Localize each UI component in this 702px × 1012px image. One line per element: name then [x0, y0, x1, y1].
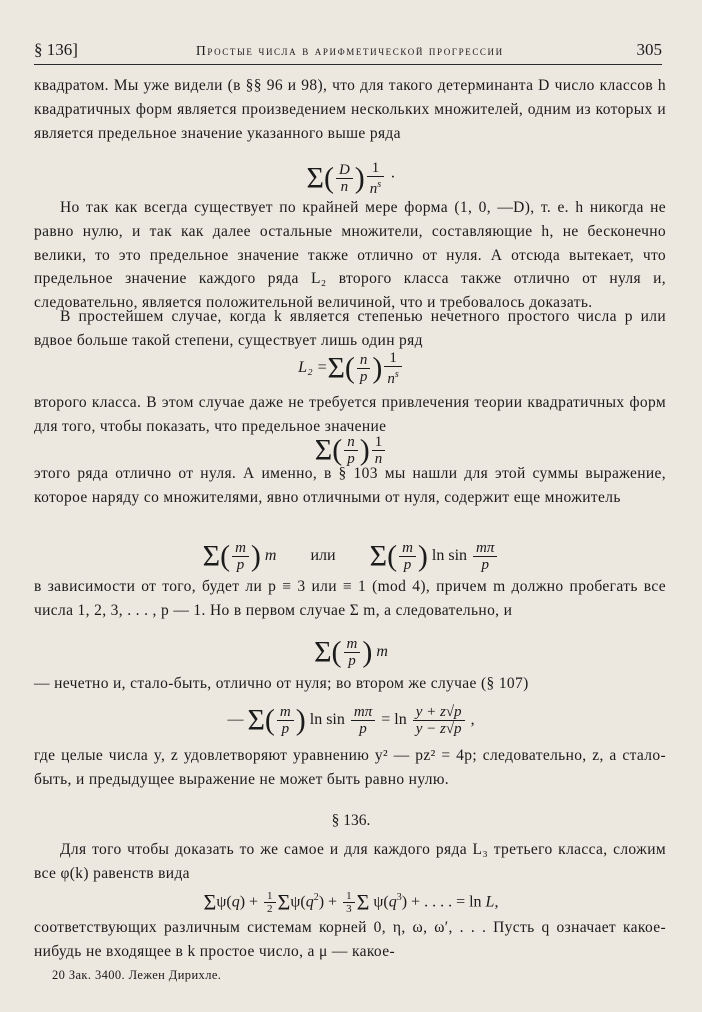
section-heading: § 136.: [331, 812, 371, 829]
paragraph-6b: p ≡ 3 или ≡ 1 (mod 4), причем m должно пробегать все числа 1, 2, 3, . . . , p — 1. Но в первом случае: [34, 578, 666, 619]
header-title: Простые числа в арифметической прогрессии: [196, 43, 504, 58]
paragraph-4: второго класса. В этом случае даже не требуется привлечения теории квадратичных форм для того, чтобы показать, что предельное значение: [34, 394, 666, 435]
paragraph-6a: в зависимости от того, будет ли: [34, 578, 263, 595]
formula-sum-m: Σ( $\frac{m}{p}$ ) m: [314, 635, 388, 669]
formula-L2: L₂ =Σ( $\frac{n}{p}$ ) $\frac{1}{n^s}$: [0, 350, 702, 387]
paragraph-8: где целые числа y, z удовлетворяют уравнению y² — pz² = 4p; следовательно, z, а стало-быть, и предыдущее выражение не может быть равно нулю.: [34, 747, 666, 788]
formula-sin: sin: [448, 547, 468, 565]
paragraph-3: В простейшем случае, когда k является степенью нечетного простого числа p или вдвое больше такой степени, существует лишь один ряд: [34, 308, 666, 349]
paragraph-7: — нечетно и, стало-быть, отлично от нуля; во втором же случае (§ 107): [34, 675, 529, 692]
paragraph-1: квадратом. Мы уже видели (в §§ 96 и 98), что для такого детерминанта D число классов h квадратичных форм является произведением нескольких множителей, одним из которых и является предельное значение указанного выше ряда: [34, 77, 666, 142]
paragraph-6c: Σ m, а следовательно, и: [349, 601, 513, 619]
formula-sum-d-n: Σ( $\frac{D}{n}$ ) $\frac{1}{n^s}$ ·: [306, 160, 396, 197]
formula-ln: ln: [431, 547, 445, 565]
formula-factor: Σ( $\frac{m}{p}$ ) m или Σ( $\frac{m}{p}$ ) ln sin $\frac{m\pi}{p}$: [0, 540, 702, 573]
formula-psi-series: Σψ(q) + $\frac{1}{2}$ $\Sigma\psi(q^2)$ + $\frac{1}{3}$ Σ $\psi(q^3)$ + . . . . = ln L,: [203, 889, 499, 916]
paragraph-6: [34, 575, 666, 623]
formula-sum-n-p: Σ( $\frac{n}{p}$ ) $\frac{1}{n}$: [0, 434, 702, 467]
formula-or: или: [310, 547, 336, 565]
formula-ln-sin: — Σ( $\frac{m}{p}$ ) ln sin $\frac{m\pi}{p}$ = ln $\frac{y + z√p}{y - z√p}$ ,: [227, 703, 475, 737]
paragraph-5: этого ряда отлично от нуля. А именно, в § 103 мы нашли для этой суммы выражение, которое наряду со множителями, явно отличными от нуля, содержит еще множитель: [34, 465, 666, 506]
footer-note: 20 Зак. 3400. Лежен Дирихле.: [52, 968, 222, 982]
page-number: 305: [636, 40, 662, 59]
paragraph-9: Для того чтобы доказать то же самое и для каждого ряда L₃ третьего класса, сложим все φ(k) равенств вида: [34, 841, 666, 882]
header-section: § 136]: [34, 40, 78, 59]
running-header: [34, 36, 662, 65]
formula-L2-label: L₂ =: [298, 359, 328, 377]
paragraph-2: Но так как всегда существует по крайней мере форма (1, 0, —D), т. е. h никогда не равно нулю, и так как далее остальные множители, составляющие h, не бесконечно велики, то это предельное значение также отлично от нуля. А отсюда вытекает, что предельное значение каждого ряда L₂ второго класса также отлично от нуля и, следовательно, является положительной величиной, что и требовалось доказать.: [34, 199, 666, 312]
paragraph-10: соответствующих различным системам корней 0, η, ω, ω′, . . . Пусть q означает какое-нибудь не входящее в k простое число, а μ — какое-: [34, 919, 666, 960]
